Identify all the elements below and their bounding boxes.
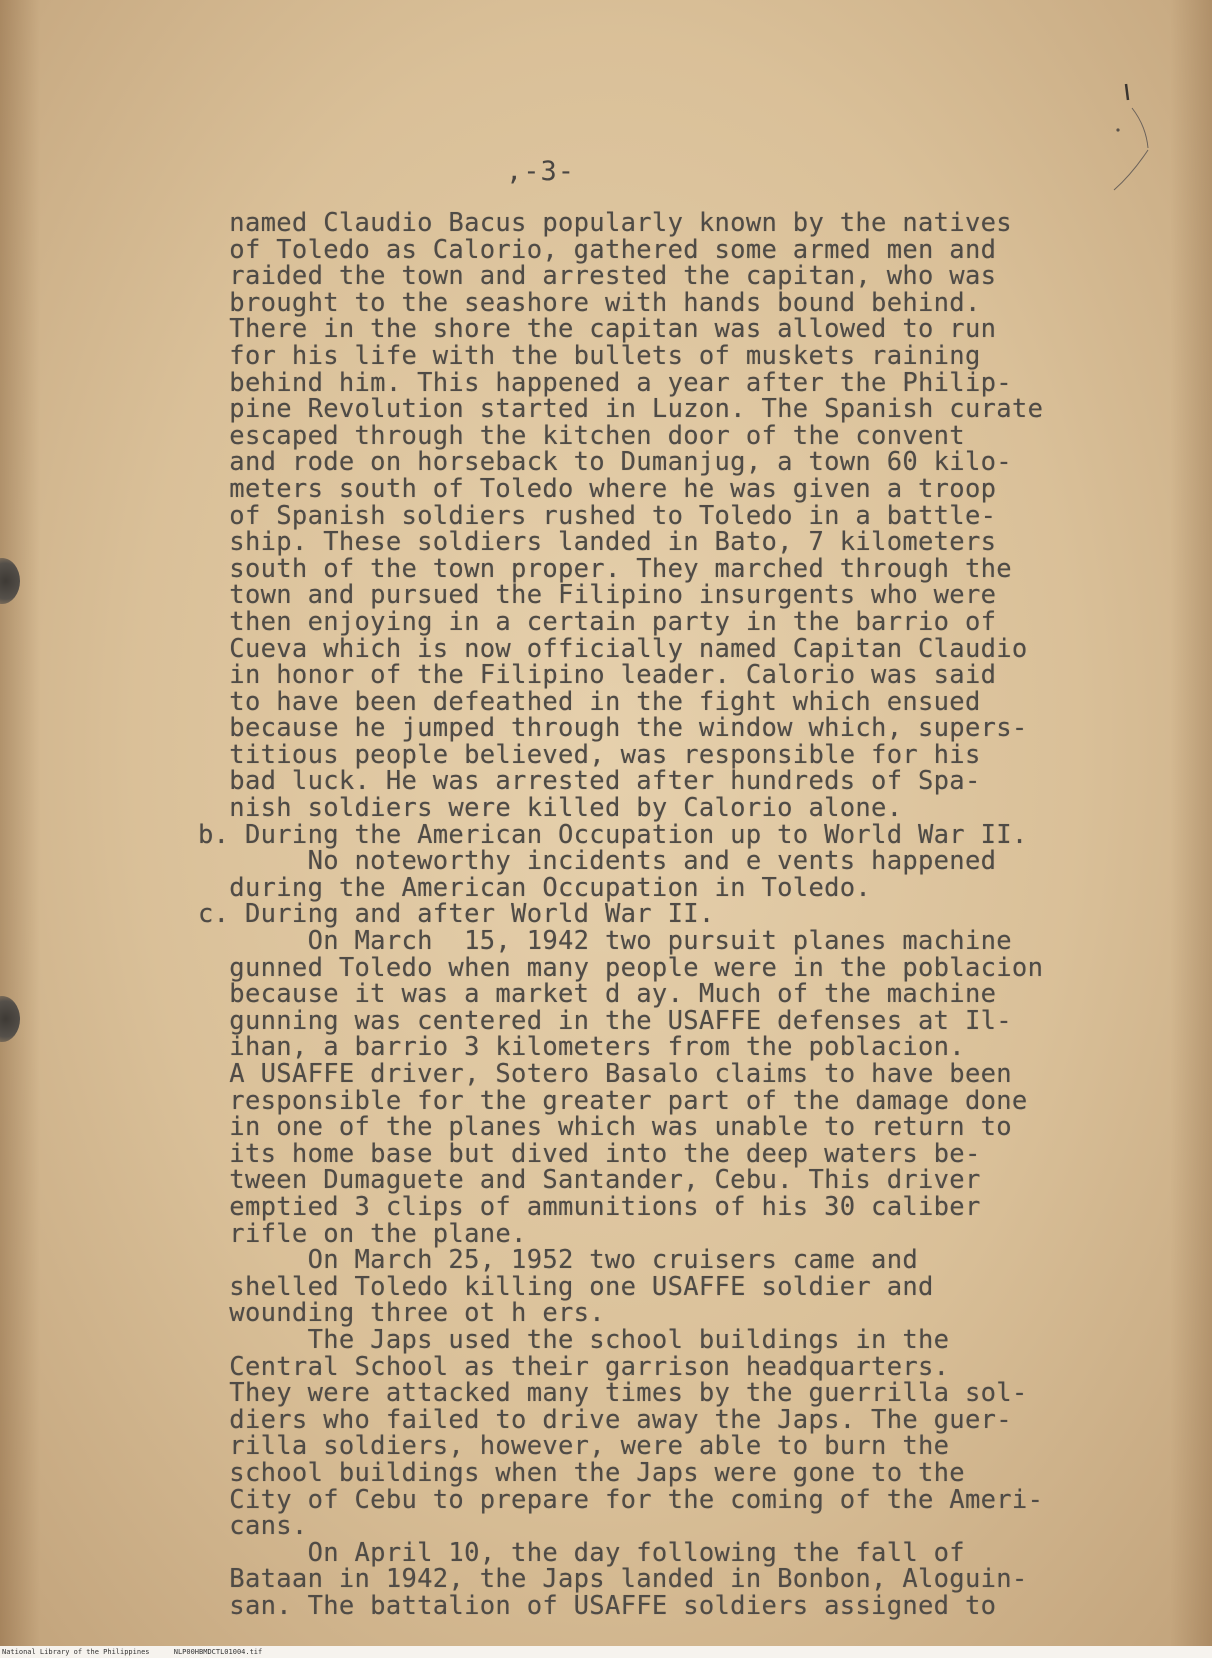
text-line: Central School as their garrison headquarters. [198, 1351, 950, 1382]
text-line: rifle on the plane. [198, 1218, 527, 1249]
text-line: emptied 3 clips of ammunitions of his 30 caliber [198, 1191, 981, 1222]
text-line: cans. [198, 1511, 308, 1542]
text-line: for his life with the bullets of muskets raining [198, 340, 981, 371]
text-line: Cueva which is now officially named Capitan Claudio [198, 633, 1028, 664]
text-line: raided the town and arrested the capitan, who was [198, 261, 997, 292]
text-line: during the American Occupation in Toledo. [198, 872, 872, 903]
text-line: of Toledo as Calorio, gathered some armed men and [198, 234, 997, 265]
text-line: responsible for the greater part of the damage done [198, 1085, 1028, 1116]
binding-hole [0, 558, 20, 604]
text-line: behind him. This happened a year after the Philip- [198, 367, 1012, 398]
text-line: brought to the seashore with hands bound behind. [198, 287, 981, 318]
text-line: san. The battalion of USAFFE soldiers assigned to [198, 1590, 997, 1621]
text-line: c. During and after World War II. [198, 899, 715, 930]
text-line: ship. These soldiers landed in Bato, 7 kilometers [198, 527, 997, 558]
text-line: to have been defeathed in the fight which ensued [198, 686, 981, 717]
text-line: gunned Toledo when many people were in the poblacion [198, 952, 1044, 983]
text-line: because he jumped through the window which, supers- [198, 713, 1028, 744]
text-line: its home base but dived into the deep waters be- [198, 1138, 981, 1169]
text-line: They were attacked many times by the guerrilla sol- [198, 1378, 1028, 1409]
text-line: named Claudio Bacus popularly known by the natives [198, 208, 1012, 238]
text-line: in honor of the Filipino leader. Calorio was said [198, 660, 997, 691]
text-line: wounding three ot h ers. [198, 1298, 605, 1329]
text-line: On March 25, 1952 two cruisers came and [198, 1245, 919, 1276]
text-line: A USAFFE driver, Sotero Basalo claims to have been [198, 1059, 1012, 1089]
text-line: shelled Toledo killing one USAFFE soldier and [198, 1271, 934, 1302]
typed-text-body [198, 210, 1138, 1619]
text-line: rilla soldiers, however, were able to burn the [198, 1431, 950, 1462]
text-line: ihan, a barrio 3 kilometers from the poblacion. [198, 1032, 965, 1063]
text-line: titious people believed, was responsible for his [198, 739, 981, 770]
text-line: Bataan in 1942, the Japs landed in Bonbon, Aloguin- [198, 1564, 1028, 1595]
text-line: On April 10, the day following the fall of [198, 1537, 965, 1568]
text-line: in one of the planes which was unable to return to [198, 1112, 1012, 1143]
footer-file: NLP00HBMDCTL01004.tif [173, 1648, 263, 1656]
text-line: diers who failed to drive away the Japs. The guer- [198, 1404, 1012, 1435]
text-line: The Japs used the school buildings in the [198, 1324, 950, 1355]
text-line: south of the town proper. They marched through the [198, 553, 1012, 584]
text-line: of Spanish soldiers rushed to Toledo in a battle- [198, 500, 997, 531]
text-line: because it was a market d ay. Much of the machine [198, 979, 997, 1010]
text-line: nish soldiers were killed by Calorio alone. [198, 793, 903, 824]
text-line: There in the shore the capitan was allowed to run [198, 314, 997, 345]
text-line: then enjoying in a certain party in the barrio of [198, 606, 997, 637]
text-line: On March 15, 1942 two pursuit planes machine [198, 926, 1012, 957]
binding-hole [0, 996, 20, 1042]
text-line: escaped through the kitchen door of the convent [198, 420, 965, 451]
text-line: and rode on horseback to Dumanjug, a town 60 kilo- [198, 447, 1012, 478]
text-line: b. During the American Occupation up to World War II. [198, 819, 1028, 850]
text-line: tween Dumaguete and Santander, Cebu. This driver [198, 1165, 981, 1196]
page-number: ,-3- [506, 156, 576, 187]
text-line: school buildings when the Japs were gone to the [198, 1457, 965, 1488]
text-line: City of Cebu to prepare for the coming of the Ameri- [198, 1484, 1044, 1515]
text-line: meters south of Toledo where he was given a troop [198, 473, 997, 504]
text-line: town and pursued the Filipino insurgents who were [198, 580, 997, 611]
text-line: bad luck. He was arrested after hundreds of Spa- [198, 766, 981, 797]
text-line: No noteworthy incidents and e vents happened [198, 846, 997, 877]
text-line: pine Revolution started in Luzon. The Spanish curate [198, 394, 1044, 425]
footer-source: National Library of the Philippines [2, 1648, 150, 1656]
pencil-mark [1112, 78, 1152, 198]
text-line: gunning was centered in the USAFFE defenses at Il- [198, 1005, 1012, 1036]
scan-footer [0, 1646, 1212, 1658]
